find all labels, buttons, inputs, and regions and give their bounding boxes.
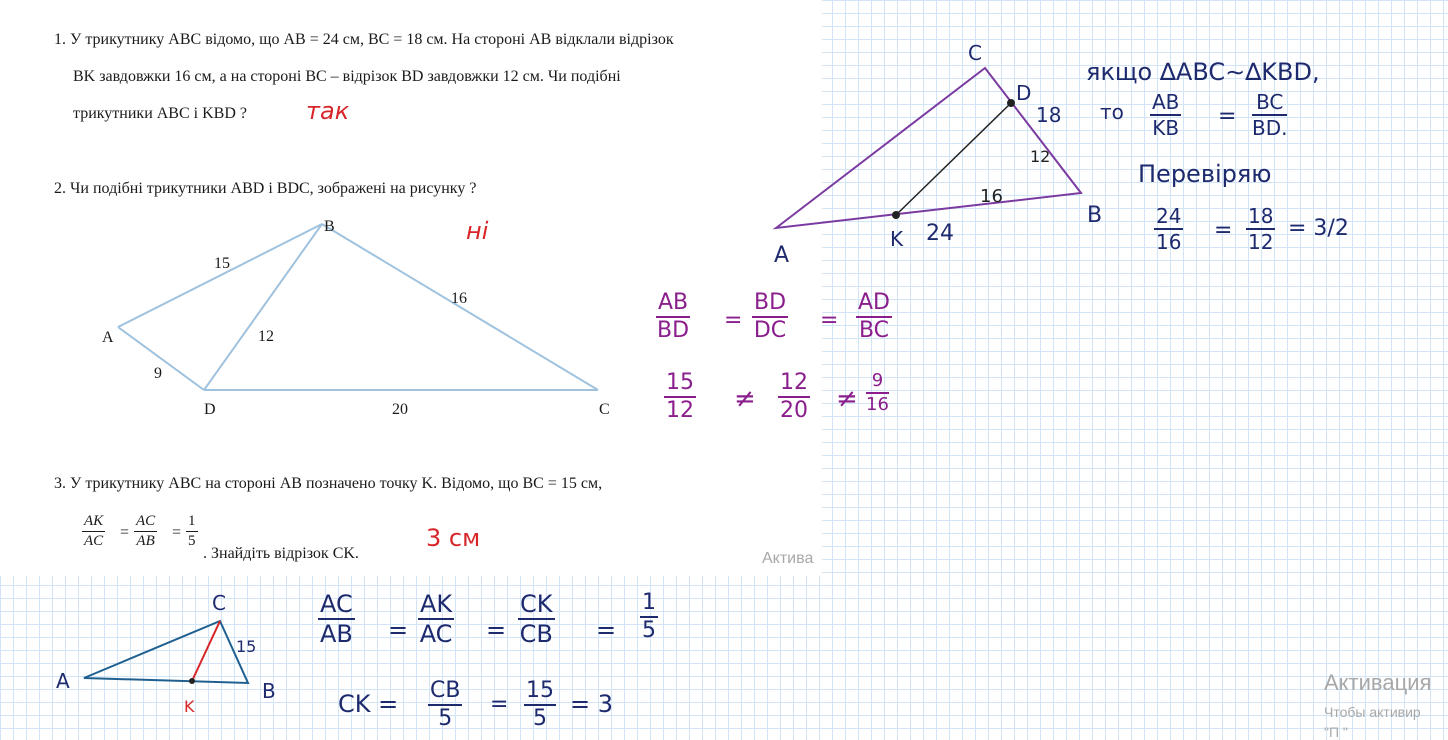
note2-value-12-20: $\frac{12}{20}$: [780, 370, 808, 423]
vertex-c-label: C: [599, 401, 610, 418]
note1-check-eq: =: [1214, 218, 1233, 243]
note3-eq-2: =: [486, 616, 507, 644]
vertex-b-label: B: [324, 218, 335, 235]
task3-fraction-2: $\frac{AC}{AB}$: [136, 513, 156, 549]
note3-ck-eq: =: [490, 692, 509, 717]
note1-then: то: [1100, 100, 1124, 124]
note1-ratio-2: $\frac{BC}{BD.}$: [1252, 90, 1288, 140]
task3-answer: 3 см: [426, 524, 481, 552]
sketch3-vertex-b: B: [262, 679, 276, 703]
note3-ratio-ak-ac: $\frac{AK}{AC}$: [419, 590, 453, 648]
sketch1-vertex-d: D: [1016, 81, 1032, 105]
sketch1-vertex-c: C: [968, 41, 982, 65]
task3-line1: 3. У трикутнику ABC на стороні AB позначено точку K. Відомо, що BC = 15 см,: [54, 475, 603, 492]
activation-watermark-line3: "П ": [1324, 724, 1348, 740]
task3-fraction-3: $\frac{1}{5}$: [188, 513, 196, 549]
sketch3-vertex-k: K: [184, 697, 195, 716]
note1-check-1: $\frac{24}{16}$: [1156, 204, 1182, 254]
sketch1-side-12: 12: [1030, 147, 1051, 166]
side-bc-label: 16: [451, 290, 467, 307]
note2-neq-1: ≠: [734, 384, 756, 414]
note1-check-tail: = 3/2: [1288, 216, 1349, 241]
task3-line2: . Знайдіть відрізок CK.: [203, 545, 359, 562]
note3-eq-1: =: [388, 616, 409, 644]
side-dc-label: 20: [392, 401, 408, 418]
note1-eq: =: [1218, 104, 1237, 129]
vertex-a-label: A: [102, 329, 114, 346]
sketch1-side-16: 16: [980, 186, 1003, 207]
note2-ratio-ab-bd: $\frac{AB}{BD}$: [657, 290, 690, 343]
activation-watermark-title: Активация: [1324, 670, 1432, 695]
sketch1-vertex-a: A: [774, 243, 790, 268]
note3-ratio-ac-ab: $\frac{AC}{AB}$: [319, 590, 353, 648]
note3-ratio-1-5: $\frac{1}{5}$: [642, 590, 656, 643]
note2-neq-2: ≠: [836, 384, 858, 414]
sketch1-side-18: 18: [1036, 103, 1062, 127]
note2-value-15-12: $\frac{15}{12}$: [666, 370, 694, 423]
note2-value-9-16: $\frac{9}{16}$: [866, 370, 889, 415]
note3-eq-3: =: [596, 616, 617, 644]
note3-ck-result: = 3: [570, 690, 614, 718]
sketch3-vertex-c: C: [212, 591, 226, 615]
vertex-d-label: D: [204, 401, 216, 418]
sketch1-vertex-b: B: [1087, 203, 1103, 228]
note1-check-2: $\frac{18}{12}$: [1248, 204, 1274, 254]
note3-ck-15-5: $\frac{15}{5}$: [526, 678, 554, 731]
task2-question: 2. Чи подібні трикутники ABD і BDC, зображені на рисунку ?: [54, 180, 477, 197]
note2-eq-2: =: [820, 308, 839, 333]
sketch3-side-15: 15: [236, 637, 257, 656]
sketch3-vertex-a: A: [56, 669, 70, 693]
task1-line1: 1. У трикутнику ABC відомо, що AB = 24 см, BC = 18 см. На стороні AB відклали відрізок: [54, 31, 674, 48]
side-ad-label: 9: [154, 365, 162, 382]
side-ab-label: 15: [214, 255, 230, 272]
task2-answer: ні: [466, 217, 489, 245]
task3-fraction-1: $\frac{AK}{AC}$: [84, 513, 104, 549]
note2-ratio-ad-bc: $\frac{AD}{BC}$: [858, 290, 890, 343]
note2-ratio-bd-dc: $\frac{BD}{DC}$: [753, 290, 787, 343]
note3-ratio-ck-cb: $\frac{CK}{CB}$: [519, 590, 553, 648]
task3-eq-2: =: [172, 524, 182, 541]
note2-eq-1: =: [724, 308, 743, 333]
note1-line1: якщо ∆ABC∼∆KBD,: [1086, 58, 1320, 86]
sketch1-side-24: 24: [926, 221, 954, 246]
point-k3: [189, 678, 195, 684]
note3-ck-cb-5: $\frac{CB}{5}$: [430, 678, 461, 731]
task1-line2: BK завдовжки 16 см, а на стороні BC – відрізок BD завдовжки 12 см. Чи подібні: [73, 68, 621, 85]
task1-line3: трикутники ABC і KBD ?: [73, 105, 247, 122]
note1-check-word: Перевіряю: [1138, 160, 1272, 188]
note3-ck-prefix: CK =: [338, 690, 399, 718]
side-bd-label: 12: [258, 328, 274, 345]
note1-ratio-1: $\frac{AB}{KB}$: [1152, 90, 1180, 140]
activation-watermark-line2: Чтобы активир: [1324, 704, 1421, 720]
sketch1-vertex-k: K: [890, 227, 904, 251]
task1-answer: так: [306, 97, 350, 125]
watermark-small: Актива: [762, 550, 814, 567]
triangle-acb: [84, 621, 248, 683]
task3-eq-1: =: [120, 524, 130, 541]
